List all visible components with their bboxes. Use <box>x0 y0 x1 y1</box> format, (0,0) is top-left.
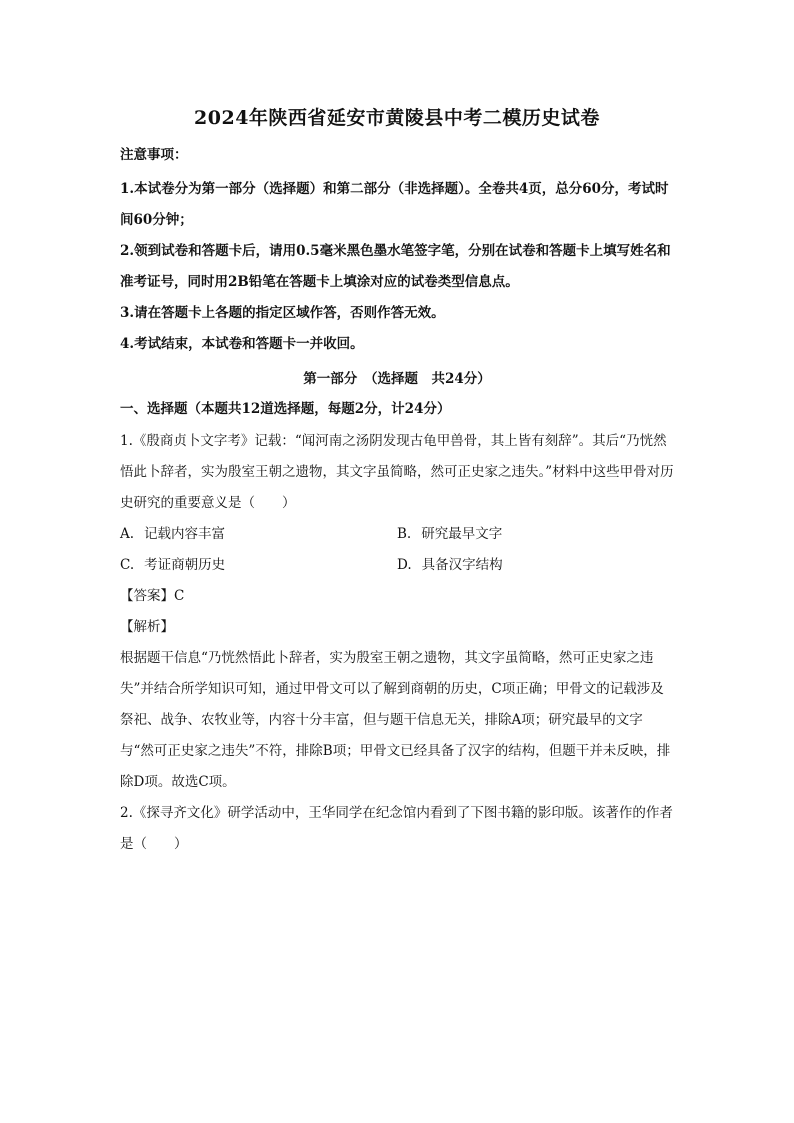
notice-item-1: 1.本试卷分为第一部分（选择题）和第二部分（非选择题）。全卷共4页，总分60分，考试时间60分钟； <box>120 181 669 228</box>
notice-heading: 注意事项： <box>120 147 188 163</box>
question-1-options <box>120 519 674 581</box>
option-letter: A. <box>120 526 135 542</box>
notice-item-3: 3.请在答题卡上各题的指定区域作答，否则作答无效。 <box>120 305 445 321</box>
analysis-text: 根据题干信息“乃恍然悟此卜辞者，实为殷室王朝之遗物，其文字虽简略，然可正史家之违失”并结合所学知识可知，通过甲骨文可以了解到商朝的历史，C项正确；甲骨文的记载涉及祭祀、战争、农牧业等，内容十分丰富，但与题干信息无关，排除A项；研究最早的文字与“然可正史家之违失”不符，排除B项；甲骨文已经具备了汉字的结构，但题干并未反映，排除D项。故选C项。 <box>120 650 671 790</box>
notice-item-4: 4.考试结束，本试卷和答题卡一并收回。 <box>120 336 364 352</box>
option-text: 具备汉字结构 <box>421 557 503 573</box>
option-text: 考证商朝历史 <box>144 557 226 573</box>
notice-item-2: 2.领到试卷和答题卡后，请用0.5毫米黑色墨水笔签字笔，分别在试卷和答题卡上填写姓名和准考证号，同时用2B铅笔在答题卡上填涂对应的试卷类型信息点。 <box>120 243 671 290</box>
option-letter: D. <box>397 557 412 573</box>
option-letter: B. <box>397 526 412 542</box>
answer-label: 【答案】C <box>120 588 185 604</box>
question-1 <box>120 426 674 798</box>
option-text: 研究最早文字 <box>421 526 503 542</box>
section-heading: 第一部分 （选择题 共24分） <box>303 371 491 387</box>
question-1-stem: 1.《殷商贞卜文字考》记载：“闻河南之汤阴发现古龟甲兽骨，其上皆有刻辞”。其后“乃恍然悟此卜辞者，实为殷室王朝之遗物，其文字虽简略，然可正史家之违失。”材料中这些甲骨对历史研究的重要意义是（ ） <box>120 433 674 511</box>
question-2-stem: 2.《探寻齐文化》研学活动中，王华同学在纪念馆内看到了下图书籍的影印版。该著作的作者是（ ） <box>120 805 673 852</box>
option-d <box>397 550 674 581</box>
option-text: 记载内容丰富 <box>144 526 226 542</box>
option-a <box>120 519 397 550</box>
question-2 <box>120 798 674 860</box>
option-b <box>397 519 674 550</box>
part-heading: 一、选择题（本题共12道选择题，每题2分，计24分） <box>120 401 451 417</box>
option-c <box>120 550 397 581</box>
option-letter: C. <box>120 557 135 573</box>
analysis-label: 【解析】 <box>120 619 174 635</box>
page-title: 2024年陕西省延安市黄陵县中考二模历史试卷 <box>194 107 600 129</box>
